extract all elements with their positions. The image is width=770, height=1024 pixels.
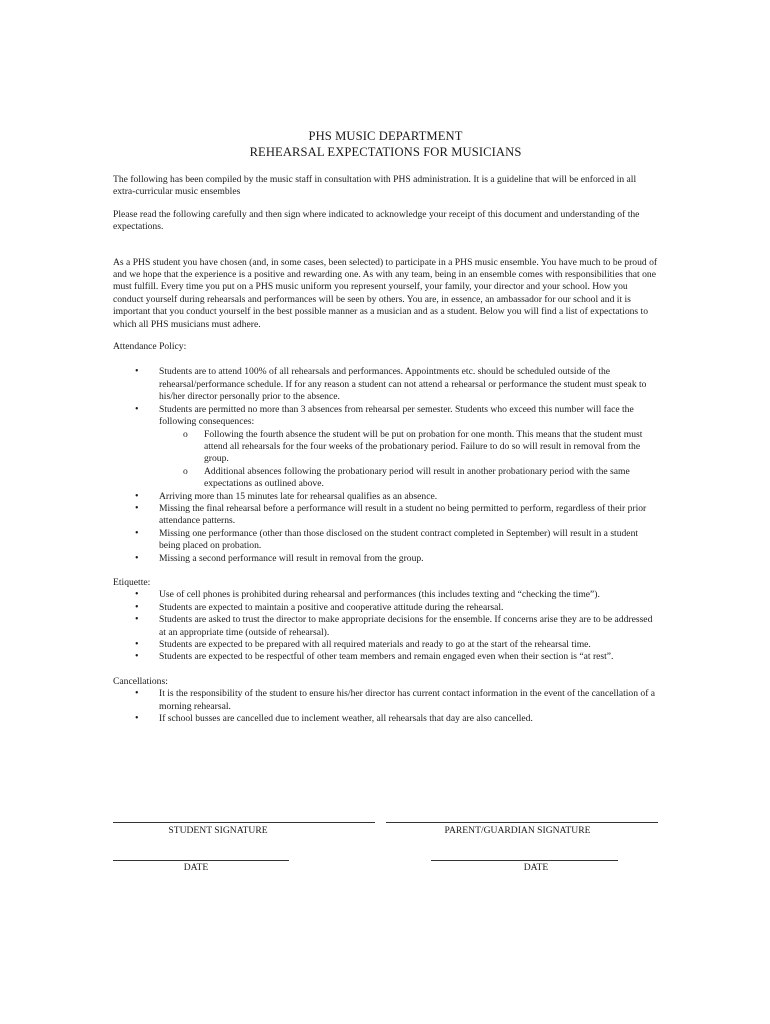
list-item-text: Use of cell phones is prohibited during rehearsal and performances (this includes texting and “checking the time”). xyxy=(159,589,600,601)
parent-date-label: DATE xyxy=(523,862,549,873)
list-item xyxy=(113,614,658,639)
cancellations-list xyxy=(113,688,658,725)
list-item xyxy=(113,602,658,614)
sub-list-item xyxy=(159,466,658,491)
etiquette-heading: Etiquette: xyxy=(113,576,151,588)
list-item-text: Students are to attend 100% of all rehearsals and performances. Appointments etc. should be scheduled outside of the rehearsal/performance schedule. If for any reason a student can not attend a rehearsal or performance the student must speak to his/her director personally prior to the absence. xyxy=(159,366,647,403)
student-date-line[interactable] xyxy=(113,860,289,861)
list-item-text: If school busses are cancelled due to inclement weather, all rehearsals that day are also cancelled. xyxy=(159,713,533,725)
list-item xyxy=(113,639,658,651)
list-item-text: Students are expected to maintain a positive and cooperative attitude during the rehearsal. xyxy=(159,601,504,613)
list-item xyxy=(113,553,658,565)
list-item-text: Students are expected to be respectful of other team members and remain engaged even when their section is “at rest”. xyxy=(159,651,614,663)
list-item-text: Missing the final rehearsal before a performance will result in a student no being permitted to perform, regardless of their prior attendance patterns. xyxy=(159,502,647,527)
student-signature-line[interactable] xyxy=(113,822,375,823)
list-item-text: Missing one performance (other than those disclosed on the student contract completed in September) will result in a student being placed on probation. xyxy=(159,527,639,552)
title-line-2: REHEARSAL EXPECTATIONS FOR MUSICIANS xyxy=(249,145,522,159)
list-item-text: Missing a second performance will result in removal from the group. xyxy=(159,552,424,564)
document-title xyxy=(113,128,658,160)
intro-paragraph-3: As a PHS student you have chosen (and, in some cases, been selected) to participate in a PHS music ensemble. You have much to be proud of and we hope that the experience is a positive and rewarding one. As with any team, being in an ensemble comes with responsibilities that one must fulfill. Every time you put on a PHS music uniform you represent yourself, your family, your director and your school. How you conduct yourself during rehearsals and performances will be seen by others. You are, in essence, an ambassador for our school and it is important that you conduct yourself in the best possible manner as a musician and as a student. Below you will find a list of expectations to which all PHS musicians must adhere. xyxy=(113,256,658,330)
sub-list-item-text: Additional absences following the probationary period will result in another probationary period with the same expectations as outlined above. xyxy=(204,465,630,490)
intro-paragraph-2: Please read the following carefully and then sign where indicated to acknowledge your receipt of this document and understanding of the expectations. xyxy=(113,208,640,233)
parent-date-line[interactable] xyxy=(431,860,618,861)
etiquette-list xyxy=(113,589,658,663)
list-item xyxy=(113,528,658,553)
list-item xyxy=(113,503,658,528)
list-item xyxy=(113,491,658,503)
attendance-list xyxy=(113,366,658,565)
consequences-sublist xyxy=(159,429,658,491)
list-item-text: It is the responsibility of the student to ensure his/her director has current contact information in the event of the cancellation of a morning rehearsal. xyxy=(159,688,656,712)
student-date-label: DATE xyxy=(183,862,209,873)
list-item-text: Students are asked to trust the director to make appropriate decisions for the ensemble. If concerns arise they are to be addressed at an appropriate time (outside of rehearsal). xyxy=(159,614,653,638)
title-line-1: PHS MUSIC DEPARTMENT xyxy=(308,129,463,143)
cancellations-heading: Cancellations: xyxy=(113,675,168,687)
list-item-text: Students are expected to be prepared with all required materials and ready to go at the start of the rehearsal time. xyxy=(159,639,591,650)
list-item-text: Arriving more than 15 minutes late for rehearsal qualifies as an absence. xyxy=(159,490,438,502)
intro-paragraph-1: The following has been compiled by the music staff in consultation with PHS administration. It is a guideline that will be enforced in all extra-curricular music ensembles xyxy=(113,174,637,198)
sub-list-item-text: Following the fourth absence the student will be put on probation for one month. This means that the student must attend all rehearsals for the four weeks of the probationary period. Failure to do so will result in removal from the group. xyxy=(204,428,643,465)
document-body xyxy=(113,128,658,725)
student-signature-label: STUDENT SIGNATURE xyxy=(168,825,268,836)
list-item xyxy=(113,366,658,403)
list-item-text: Students are permitted no more than 3 absences from rehearsal per semester. Students who exceed this number will face the following consequences: xyxy=(159,403,634,428)
list-item xyxy=(113,404,658,491)
parent-signature-line[interactable] xyxy=(386,822,658,823)
list-item xyxy=(113,688,658,713)
list-item xyxy=(113,713,658,725)
list-item xyxy=(113,651,658,663)
sub-list-item xyxy=(159,429,658,466)
list-item xyxy=(113,589,658,601)
parent-signature-label: PARENT/GUARDIAN SIGNATURE xyxy=(444,825,591,836)
attendance-policy-heading: Attendance Policy: xyxy=(113,341,187,353)
